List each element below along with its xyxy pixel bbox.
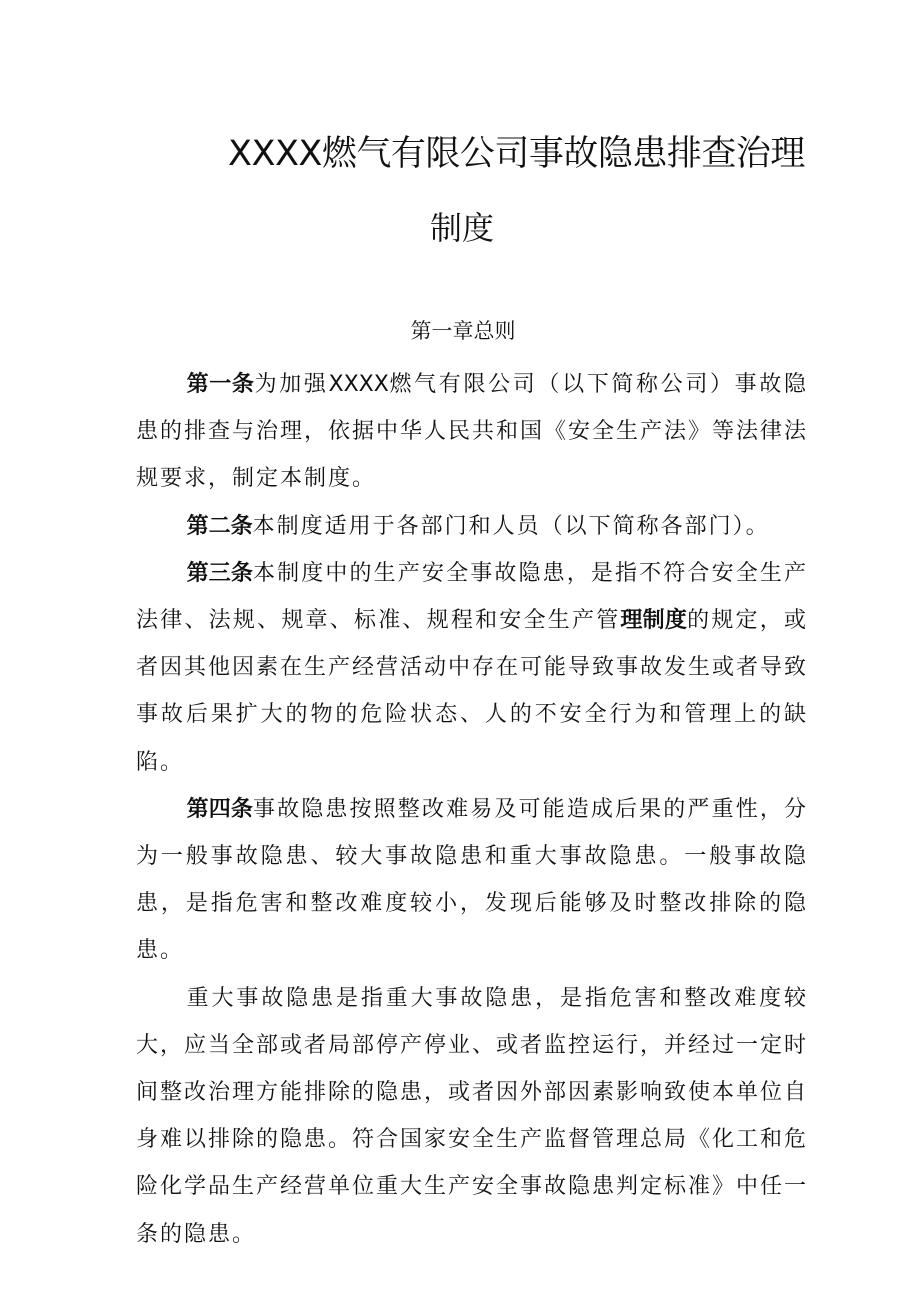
article-4-text: 事故隐患按照整改难易及可能造成后果的严重性，分为一般事故隐患、较大事故隐患和重大事故隐患。一般事故隐患，是指危害和整改难度较小，发现后能够及时整改排除的隐患。	[136, 796, 808, 964]
article-3-text-part1: 本制度中的生产安全事故隐患，是指不符合安全生产法律、法规、规章、标准、规程和安全生产管	[136, 560, 808, 634]
article-3-emphasis: 理制度	[620, 608, 688, 634]
document-title-line1: XXXX燃气有限公司事故隐患排查治理	[228, 134, 805, 174]
article-3-label: 第三条	[186, 560, 253, 586]
article-1-text-part2: 燃气有限公司（以下简称公司）事故隐患的排查与治理，依据中华人民共和国《安全生产法》等法律法规要求，制定本制度。	[136, 372, 809, 492]
article-3-paragraph	[136, 550, 808, 786]
article-3-text-part2: 的规定，或者因其他因素在生产经营活动中存在可能导致事故发生或者导致事故后果扩大的物的危险状态、人的不安全行为和管理上的缺陷。	[136, 608, 809, 775]
article-4-paragraph	[136, 786, 808, 975]
chapter-heading: 第一章总则	[410, 319, 516, 343]
article-2-paragraph	[136, 503, 808, 550]
article-2-text: 本制度适用于各部门和人员（以下简称各部门）。	[252, 513, 770, 539]
article-1-company-code: XXXX	[328, 372, 389, 397]
article-1-paragraph	[136, 361, 808, 503]
document-body	[136, 361, 808, 1258]
article-2-label: 第二条	[186, 513, 253, 539]
major-hazard-paragraph: 重大事故隐患是指重大事故隐患，是指危害和整改难度较大，应当全部或者局部停产停业、或者监控运行，并经过一定时间整改治理方能排除的隐患，或者因外部因素影响致使本单位自身难以排除的隐患。符合国家安全生产监督管理总局《化工和危险化学品生产经营单位重大生产安全事故隐患判定标准》中任一条的隐患。	[136, 985, 809, 1247]
article-1-label: 第一条	[186, 372, 255, 397]
document-title-line2: 制度	[429, 209, 494, 247]
article-1-text-part1: 为加强	[254, 372, 329, 397]
article-4-label: 第四条	[186, 796, 253, 822]
